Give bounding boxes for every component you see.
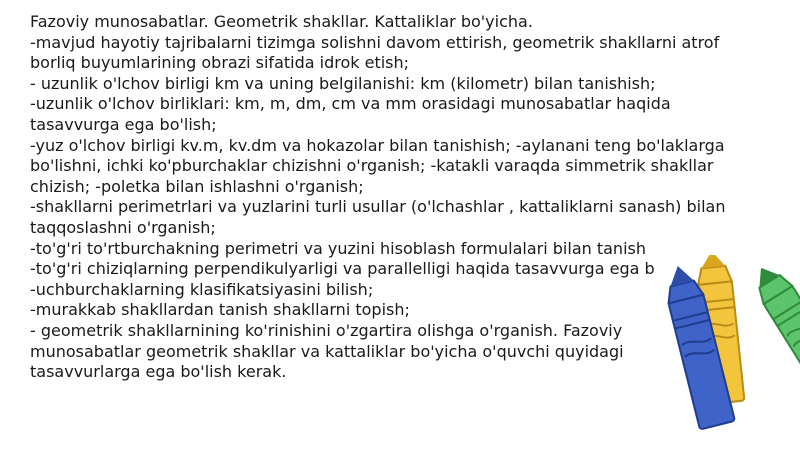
text-line-17: munosabatlar geometrik shakllar va kattaliklar bo'yicha o'quvchi quyidagi bbox=[30, 341, 624, 361]
text-line-11: taqqoslashni o'rganish; bbox=[30, 217, 216, 237]
text-line-18: tasavvurlarga ega bo'lish kerak. bbox=[30, 362, 287, 382]
text-line-15: -murakkab shakllardan tanish shakllarni topish; bbox=[30, 300, 410, 320]
text-line-2: -mavjud hayotiy tajribalarni tizimga solishni davom ettirish, geometrik shakllarni atrof bbox=[30, 32, 720, 52]
text-line-5: -uzunlik o'lchov birliklari: km, m, dm, cm va mm orasidagi munosabatlar haqida bbox=[30, 94, 671, 114]
text-line-8: bo'lishni, ichki ko'pburchaklar chizishni o'rganish; -katakli varaqda simmetrik shakllar bbox=[30, 156, 714, 176]
content-text bbox=[30, 12, 770, 383]
text-line-10: -shakllarni perimetrlari va yuzlarini turli usullar (o'lchashlar , kattaliklarni sanash) bilan bbox=[30, 197, 726, 217]
text-line-9: chizish; -poletka bilan ishlashni o'rganish; bbox=[30, 176, 364, 196]
text-line-1: Fazoviy munosabatlar. Geometrik shakllar. Kattaliklar bo'yicha. bbox=[30, 12, 533, 31]
text-line-13: -to'g'ri chiziqlarning perpendikulyarligi va parallelligi haqida tasavvurga ega b bbox=[30, 259, 655, 279]
text-line-14: -uchburchaklarning klasifikatsiyasini bilish; bbox=[30, 279, 374, 299]
text-line-16: - geometrik shakllarnining ko'rinishini o'zgartira olishga o'rganish. Fazoviy bbox=[30, 320, 623, 340]
green-crayon bbox=[747, 259, 800, 389]
text-line-12: -to'g'ri to'rtburchakning perimetri va yuzini hisoblash formulalari bilan tanish bbox=[30, 238, 646, 258]
text-line-3: borliq buyumlarining obrazi sifatida idrok etish; bbox=[30, 53, 410, 73]
text-line-4: - uzunlik o'lchov birligi km va uning belgilanishi: km (kilometr) bilan tanishish; bbox=[30, 73, 656, 93]
text-line-7: -yuz o'lchov birligi kv.m, kv.dm va hokazolar bilan tanishish; -aylanani teng bo'laklarga bbox=[30, 135, 725, 155]
text-line-6: tasavvurga ega bo'lish; bbox=[30, 114, 217, 134]
crayons-icon bbox=[660, 255, 800, 450]
